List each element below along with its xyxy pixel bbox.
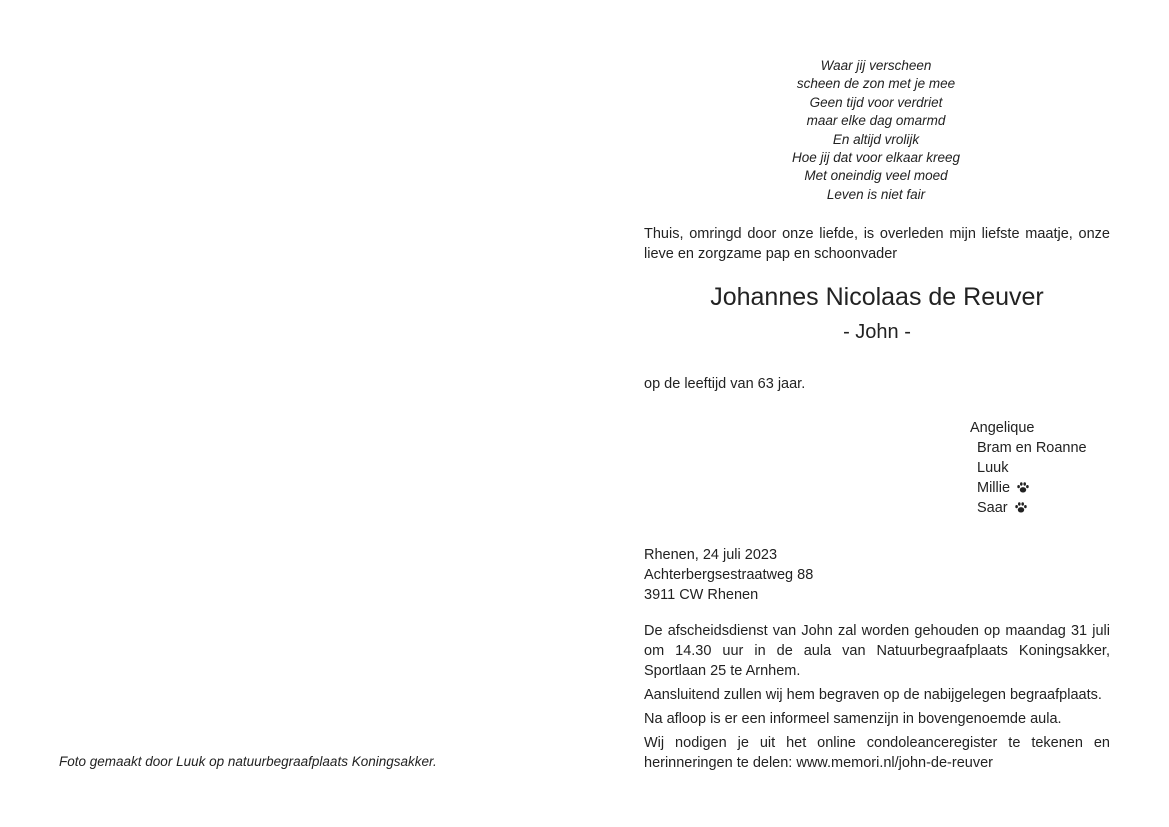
family-member-name: Luuk: [977, 460, 1009, 476]
age-text: op de leeftijd van 63 jaar.: [644, 376, 806, 392]
poem-line: maar elke dag omarmd: [806, 113, 946, 129]
deceased-name: Johannes Nicolaas de Reuver: [710, 283, 1044, 311]
family-member-name: Saar: [977, 500, 1008, 516]
burial-details: Aansluitend zullen wij hem begraven op de nabijgelegen begraafplaats.: [644, 687, 1102, 703]
family-member: [970, 478, 1087, 498]
family-member: [970, 498, 1087, 518]
condolence-register: Wij nodigen je uit het online condoleanceregister te tekenen en herinneringen te delen: www.memori.nl/john-de-reuver: [644, 735, 1110, 771]
family-head: Angelique: [970, 420, 1035, 436]
funeral-notice: [644, 621, 1110, 777]
intro-text: Thuis, omringd door onze liefde, is overleden mijn liefste maatje, onze lieve en zorgzame pap en schoonvader: [644, 226, 1110, 262]
family-member-name: Bram en Roanne: [977, 440, 1087, 456]
poem-line: En altijd vrolijk: [832, 131, 920, 147]
paw-icon: [1015, 502, 1027, 513]
service-details: De afscheidsdienst van John zal worden gehouden op maandag 31 juli om 14.30 uur in de aula van Natuurbegraafplaats Koningsakker, Sportlaan 25 te Arnhem.: [644, 623, 1110, 679]
poem: [740, 57, 1012, 204]
family-member: [970, 458, 1087, 478]
poem-line: Geen tijd voor verdriet: [809, 94, 943, 110]
poem-line: Met oneindig veel moed: [804, 168, 948, 184]
poem-line: Waar jij verscheen: [820, 58, 932, 73]
poem-line: Leven is niet fair: [826, 186, 926, 202]
poem-line: Hoe jij dat voor elkaar kreeg: [791, 150, 961, 166]
gathering-details: Na afloop is er een informeel samenzijn in bovengenoemde aula.: [644, 711, 1062, 727]
family-member-name: Millie: [977, 480, 1011, 496]
paw-icon: [1017, 482, 1029, 493]
place-date: Rhenen, 24 juli 2023: [644, 547, 778, 563]
deceased-nickname: - John -: [843, 321, 911, 343]
street-address: Achterbergsestraatweg 88: [644, 567, 814, 583]
address-block: [644, 545, 1110, 605]
family-member: [970, 438, 1087, 458]
family-list: [970, 418, 1087, 518]
photo-caption: Foto gemaakt door Luuk op natuurbegraafplaats Koningsakker.: [59, 754, 437, 769]
poem-line: scheen de zon met je mee: [796, 76, 956, 92]
postal-city: 3911 CW Rhenen: [644, 587, 759, 603]
